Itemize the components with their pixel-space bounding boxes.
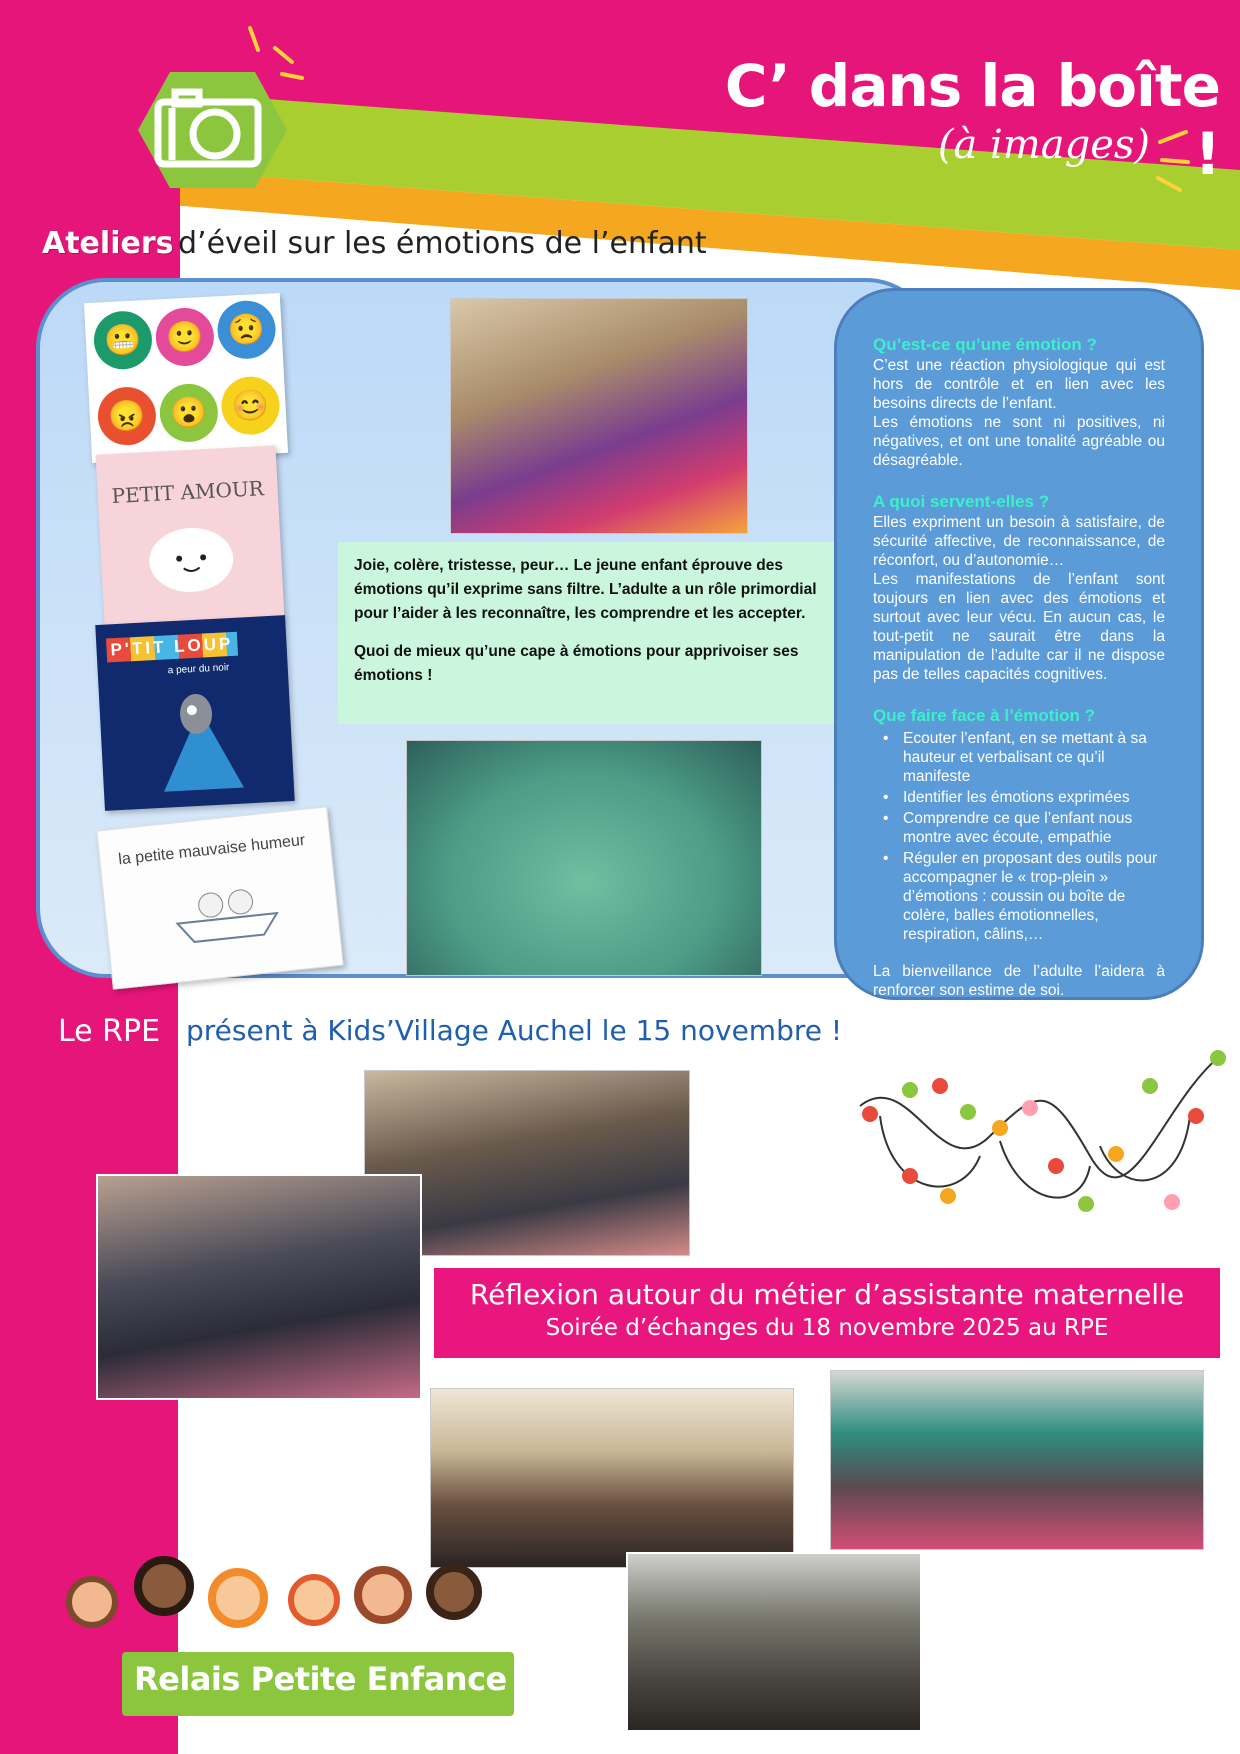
face-happy-icon: 😊 (220, 375, 281, 436)
info-closing: La bienveillance de l’adulte l’aidera à renforcer son estime de soi. (873, 963, 1165, 999)
info-question-2: A quoi servent-elles ? (873, 492, 1050, 511)
info-answer-2b: Les manifestations de l’enfant sont toujours en lien avec des émotions et surtout avec leur vécu. En aucun cas, le tout-petit ne saurait être dans la manipulation de l’adulte car il ne dispose pas de telles capacités cognitives. (873, 571, 1165, 683)
light-bulbs (862, 1050, 1226, 1212)
atelier-heading-part1: Ateliers (42, 226, 174, 261)
info-question-3: Que faire face à l’émotion ? (873, 706, 1096, 725)
photo-soiree-1 (430, 1388, 794, 1568)
info-question-1: Qu’est-ce qu’une émotion ? (873, 335, 1097, 354)
child-avatar-icon (288, 1574, 340, 1626)
photo-babies-cape (406, 740, 762, 976)
rpe-heading-part1: Le RPE (58, 1014, 161, 1049)
photo-kids-village-2 (96, 1174, 422, 1400)
book-humeur-title: la petite mauvaise humeur (117, 831, 306, 869)
relais-petite-enfance-logo (58, 1556, 520, 1732)
child-avatar-icon (134, 1556, 194, 1616)
page-title: C’ dans la boîte ! (724, 52, 1220, 188)
child-avatar-icon (66, 1576, 118, 1628)
face-grimace-icon: 😬 (92, 310, 153, 371)
info-answer-1: C’est une réaction physiologique qui est hors de contrôle et en lien avec les besoins directs de l’enfant. (873, 357, 1165, 412)
face-smile-icon: 🙂 (154, 307, 215, 368)
face-surprised-icon: 😮 (158, 382, 219, 443)
list-item: • Ecouter l’enfant, en se mettant à sa hauteur et verbalisant ce qu’il manifeste (899, 729, 1165, 786)
list-item: • Comprendre ce que l’enfant nous montre avec écoute, empathie (899, 809, 1165, 847)
list-item: • Identifier les émotions exprimées (899, 788, 1165, 807)
child-avatar-icon (208, 1568, 268, 1628)
info-answer-1b: Les émotions ne sont ni positives, ni négatives, et ont une tonalité agréable ou désagréable. (873, 414, 1165, 469)
info-answer-2: Elles expriment un besoin à satisfaire, de sécurité affective, de reconnaissance, de réconfort, ou d’autonomie… (873, 514, 1165, 569)
info-action-list (873, 729, 1165, 944)
emotion-info-panel (834, 288, 1204, 1000)
logo-text: Relais Petite Enfance (134, 1660, 507, 1698)
child-avatar-icon (354, 1566, 412, 1624)
boat-illustration-icon (162, 862, 290, 954)
wolf-character-icon (138, 677, 264, 803)
soiree-banner-line2: Soirée d’échanges du 18 novembre 2025 au RPE (545, 1315, 1109, 1341)
atelier-heading-part2: d’éveil sur les émotions de l’enfant (178, 226, 707, 261)
face-sad-icon: 😟 (216, 299, 277, 360)
child-avatar-icon (426, 1564, 482, 1620)
photo-atelier-children (450, 298, 748, 534)
callout-paragraph-2: Quoi de mieux qu’une cape à émotions pour apprivoiser ses émotions ! (354, 643, 799, 684)
soiree-banner-line1: Réflexion autour du métier d’assistante maternelle (469, 1278, 1185, 1311)
callout-paragraph-1: Joie, colère, tristesse, peur… Le jeune enfant éprouve des émotions qu’il exprime sans filtre. L’adulte a un rôle primordial pour l’aider à les reconnaître, les comprendre et les accepter. (354, 557, 817, 622)
page-subtitle: (à images) (937, 122, 1150, 168)
christmas-lights-garland-icon (850, 1046, 1230, 1246)
book-ptit-loup (95, 615, 294, 811)
book-ptit-loup-title: P'TIT LOUP (106, 632, 238, 663)
emotion-faces-card (84, 293, 288, 463)
book-petit-amour-title: PETIT AMOUR (111, 476, 265, 509)
photo-soiree-group (626, 1552, 922, 1732)
book-ptit-loup-subtitle: a peur du noir (167, 662, 230, 677)
face-angry-icon: 😠 (96, 386, 157, 447)
book-petite-mauvaise-humeur (96, 806, 343, 989)
soiree-banner (434, 1268, 1220, 1358)
list-item: • Réguler en proposant des outils pour accompagner le « trop-plein » d’émotions : coussin ou boîte de colère, balles émotionnelles, respiration, câlins,… (899, 849, 1165, 944)
book-petit-amour (96, 445, 285, 626)
cloud-character-icon (139, 507, 244, 612)
photo-soiree-2 (830, 1370, 1204, 1550)
emotions-callout (338, 542, 834, 724)
rpe-heading-part2: présent à Kids’Village Auchel le 15 novembre ! (186, 1014, 843, 1047)
